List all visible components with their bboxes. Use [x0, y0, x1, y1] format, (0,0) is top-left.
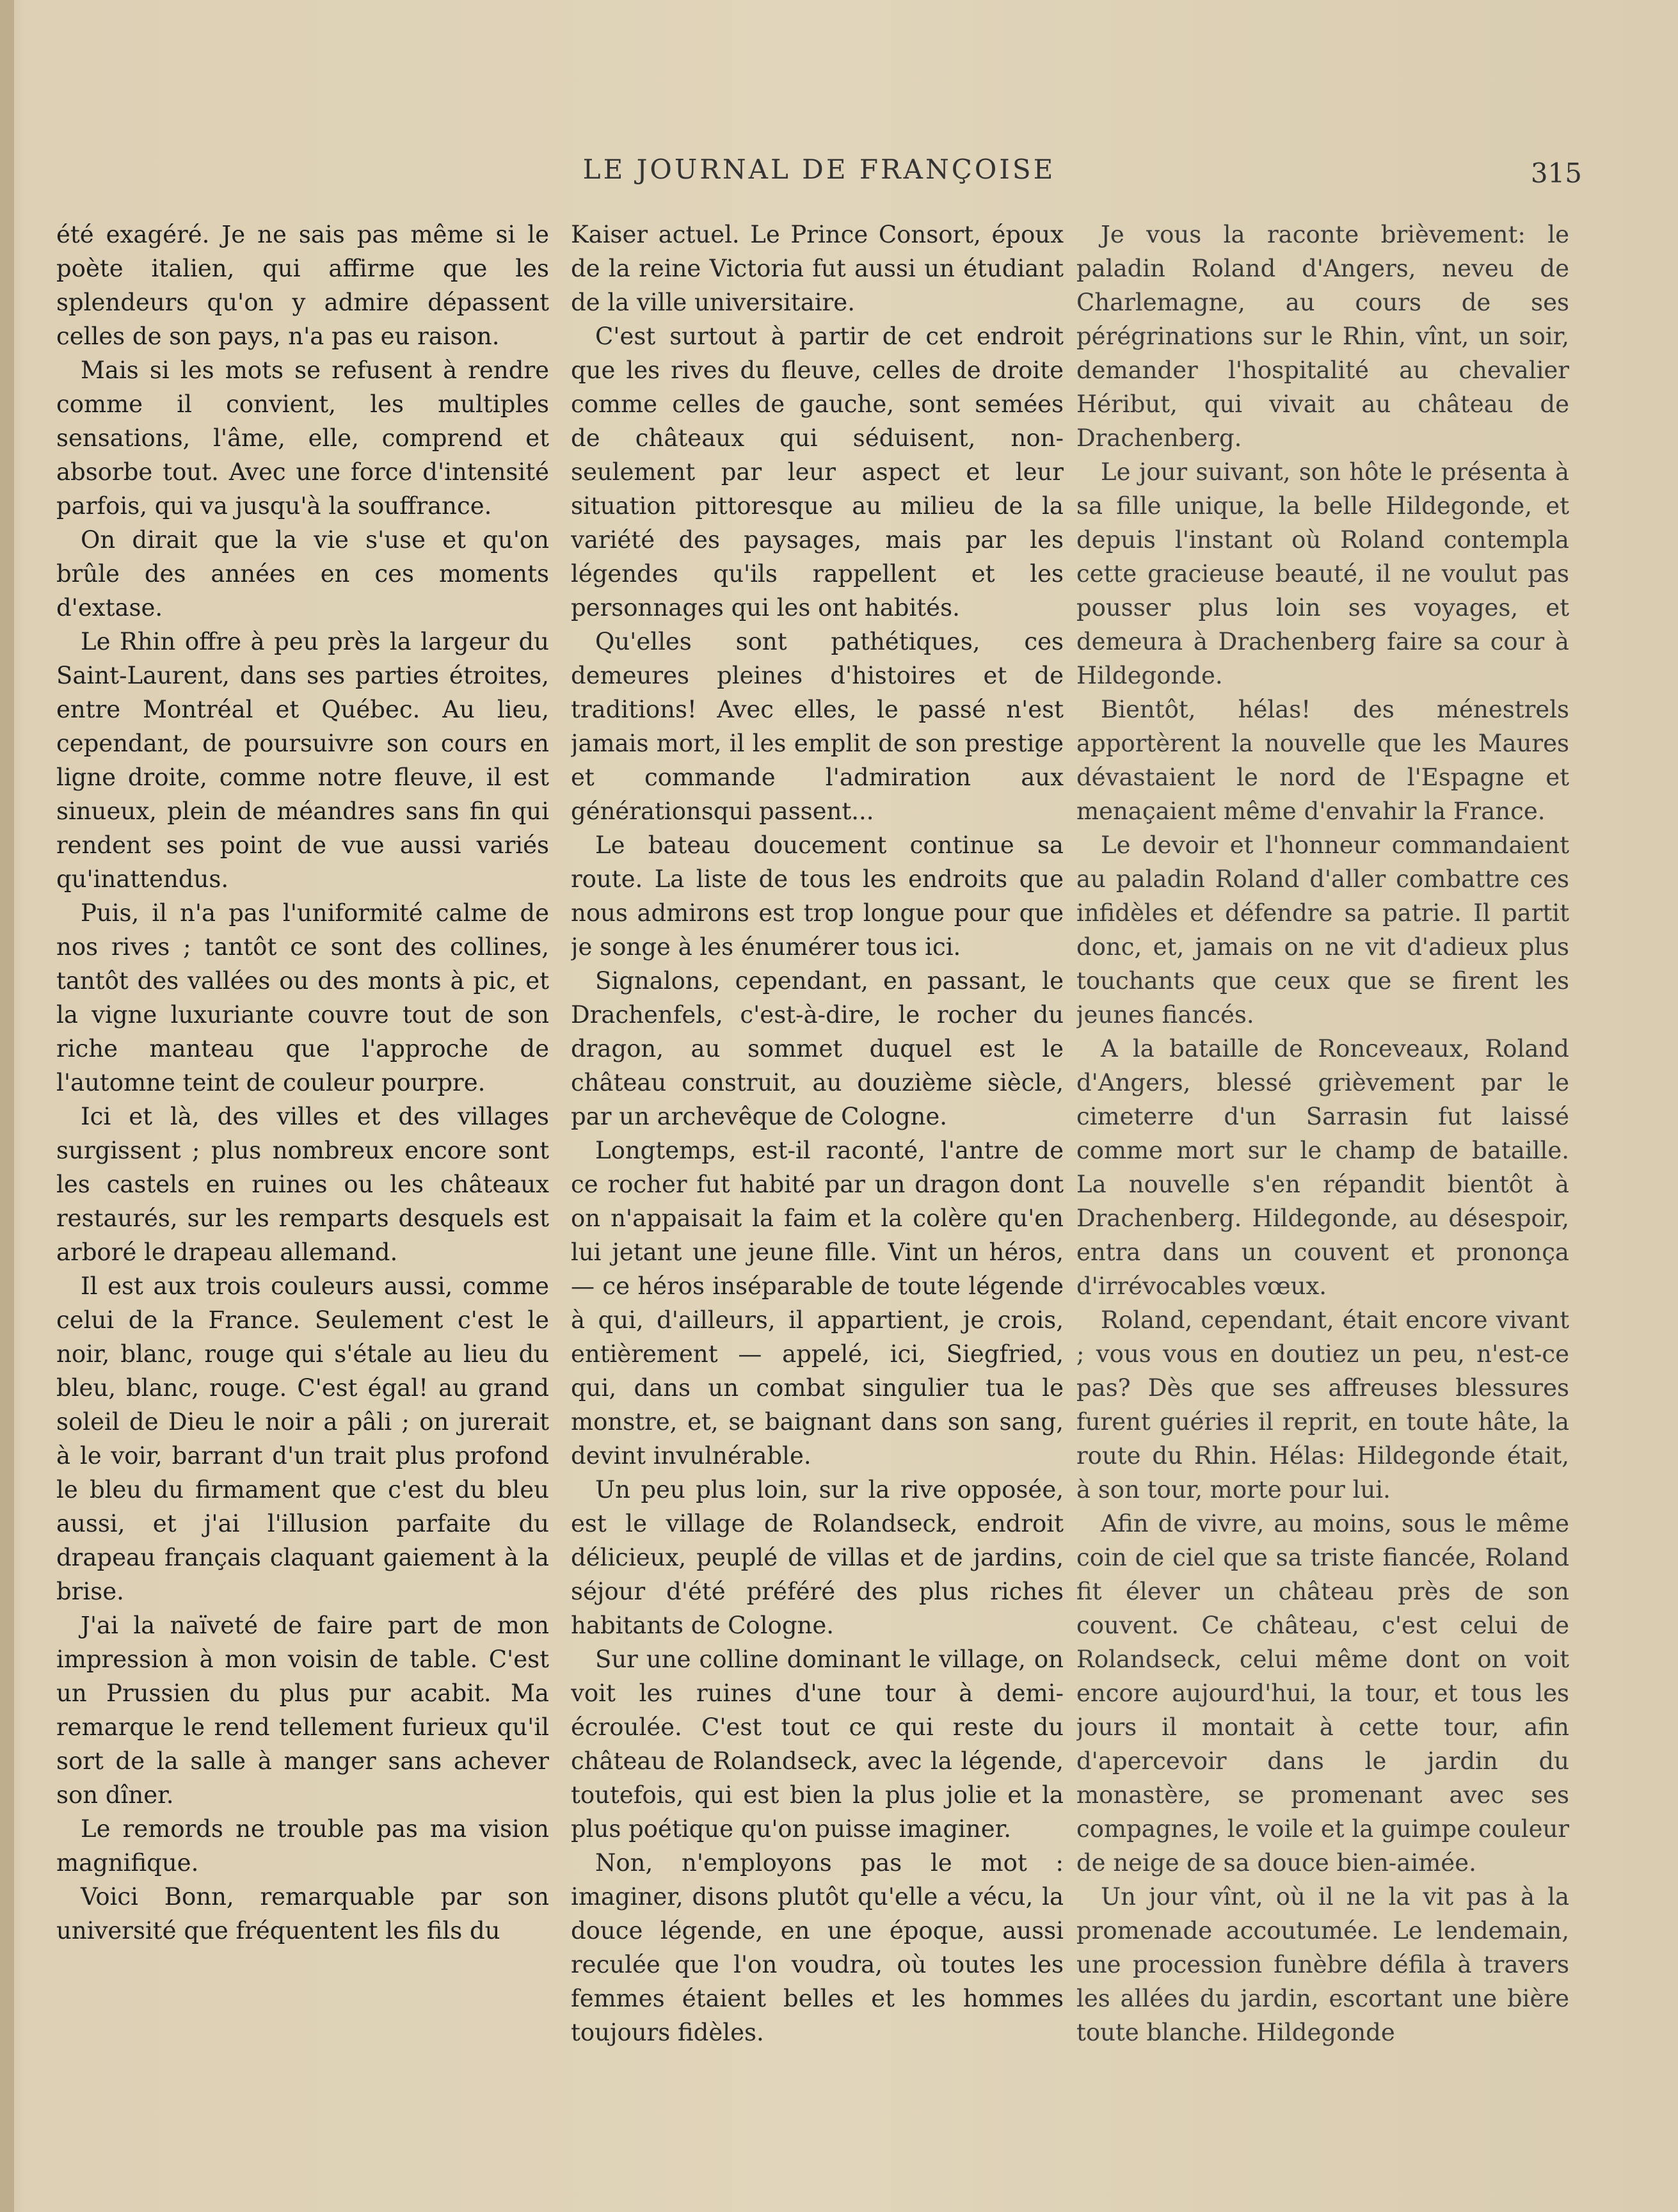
- column-2: [571, 218, 1064, 2131]
- paragraph: Non, n'employons pas le mot : imaginer, disons plutôt qu'elle a vécu, la douce légende, en une époque, aussi reculée que l'on voudra, où toutes les femmes étaient belles et les hommes toujours fidèles.: [571, 1849, 1064, 2046]
- page-number: 315: [1530, 157, 1582, 189]
- paragraph: J'ai la naïveté de faire part de mon impression à mon voisin de table. C'est un Prussien du plus pur acabit. Ma remarque le rend tellement furieux qu'il sort de la salle à manger sans achever son dîner.: [56, 1612, 549, 1809]
- paragraph: Le bateau doucement continue sa route. La liste de tous les endroits que nous admirons est trop longue pour que je songe à les énumérer tous ici.: [571, 831, 1064, 961]
- page-header: [56, 154, 1582, 198]
- paragraph: Kaiser actuel. Le Prince Consort, époux de la reine Victoria fut aussi un étudiant de la ville universitaire.: [571, 221, 1064, 316]
- paragraph: Le Rhin offre à peu près la largeur du Saint-Laurent, dans ses parties étroites, entre Montréal et Québec. Au lieu, cependant, de poursuivre son cours en ligne droite, comme notre fleuve, il est sinueux, plein de méandres sans fin qui rendent ses point de vue aussi variés qu'inattendus.: [56, 628, 549, 893]
- paragraph: Le jour suivant, son hôte le présenta à sa fille unique, la belle Hildegonde, et depuis l'instant où Roland contempla cette gracieuse beauté, il ne voulut pas pousser plus loin ses voyages, et demeura à Drachenberg faire sa cour à Hildegonde.: [1076, 458, 1569, 689]
- paragraph: Un peu plus loin, sur la rive opposée, est le village de Rolandseck, endroit délicieux, peuplé de villas et de jardins, séjour d'été préféré des plus riches habitants de Cologne.: [571, 1476, 1064, 1639]
- paragraph: A la bataille de Ronceveaux, Roland d'Angers, blessé grièvement par le cimeterre d'un Sarrasin fut laissé comme mort sur le champ de bataille. La nouvelle s'en répandit bientôt à Drachenberg. Hildegonde, au désespoir, entra dans un couvent et prononça d'irrévocables vœux.: [1076, 1035, 1569, 1300]
- paragraph: Sur une colline dominant le village, on voit les ruines d'une tour à demi-écroulée. C'est tout ce qui reste du château de Rolandseck, avec la légende, toutefois, qui est bien la plus jolie et la plus poétique qu'on puisse imaginer.: [571, 1646, 1064, 1843]
- paragraph: Un jour vînt, où il ne la vit pas à la promenade accoutumée. Le lendemain, une procession funèbre défila à travers les allées du jardin, escortant une bière toute blanche. Hildegonde: [1076, 1883, 1569, 2046]
- text-columns: [56, 218, 1582, 2131]
- paragraph: Signalons, cependant, en passant, le Drachenfels, c'est-à-dire, le rocher du dragon, au sommet duquel est le château construit, au douzième siècle, par un archevêque de Cologne.: [571, 967, 1064, 1130]
- paragraph: Voici Bonn, remarquable par son université que fréquentent les fils du: [56, 1883, 549, 1944]
- paragraph: C'est surtout à partir de cet endroit que les rives du fleuve, celles de droite comme celles de gauche, sont semées de châteaux qui séduisent, non-seulement par leur aspect et leur situation pittoresque au milieu de la variété des paysages, mais par les légendes qu'ils rappellent et les personnages qui les ont habités.: [571, 323, 1064, 621]
- paragraph: Le devoir et l'honneur commandaient au paladin Roland d'aller combattre ces infidèles et défendre sa patrie. Il partit donc, et, jamais on ne vit d'adieux plus touchants que ceux que se firent les jeunes fiancés.: [1076, 831, 1569, 1029]
- paragraph: Qu'elles sont pathétiques, ces demeures pleines d'histoires et de traditions! Avec elles, le passé n'est jamais mort, il les emplit de son prestige et commande l'admiration aux générationsqui passent...: [571, 628, 1064, 825]
- paragraph: Le remords ne trouble pas ma vision magnifique.: [56, 1815, 549, 1877]
- paragraph: Puis, il n'a pas l'uniformité calme de nos rives ; tantôt ce sont des collines, tantôt des vallées ou des monts à pic, et la vigne luxuriante couvre tout de son riche manteau que l'approche de l'automne teint de couleur pourpre.: [56, 899, 549, 1096]
- running-title: LE JOURNAL DE FRANÇOISE: [582, 154, 1056, 185]
- paragraph: Roland, cependant, était encore vivant ; vous vous en doutiez un peu, n'est-ce pas? Dès que ses affreuses blessures furent guéries il reprit, en toute hâte, la route du Rhin. Hélas: Hildegonde était, à son tour, morte pour lui.: [1076, 1306, 1569, 1503]
- paragraph: Afin de vivre, au moins, sous le même coin de ciel que sa triste fiancée, Roland fit élever un château près de son couvent. Ce château, c'est celui de Rolandseck, celui même dont on voit encore aujourd'hui, la tour, et tous les jours il montait à cette tour, afin d'apercevoir dans le jardin du monastère, se promenant avec ses compagnes, le voile et la guimpe couleur de neige de sa douce bien-aimée.: [1076, 1510, 1569, 1877]
- paragraph: Il est aux trois couleurs aussi, comme celui de la France. Seulement c'est le noir, blanc, rouge qui s'étale au lieu du bleu, blanc, rouge. C'est égal! au grand soleil de Dieu le noir a pâli ; on jurerait à le voir, barrant d'un trait plus profond le bleu du firmament que c'est du bleu aussi, et j'ai l'illusion parfaite du drapeau français claquant gaiement à la brise.: [56, 1272, 549, 1605]
- page-binding-edge: [0, 0, 14, 2212]
- paragraph: Longtemps, est-il raconté, l'antre de ce rocher fut habité par un dragon dont on n'appaisait la faim et la colère qu'en lui jetant une jeune fille. Vint un héros, — ce héros inséparable de toute légende à qui, d'ailleurs, il appartient, je crois, entièrement — appelé, ici, Siegfried, qui, dans un combat singulier tua le monstre, et, se baignant dans son sang, devint invulnérable.: [571, 1137, 1064, 1470]
- paragraph: Mais si les mots se refusent à rendre comme il convient, les multiples sensations, l'âme, elle, comprend et absorbe tout. Avec une force d'intensité parfois, qui va jusqu'à la souffrance.: [56, 357, 549, 520]
- paragraph: été exagéré. Je ne sais pas même si le poète italien, qui affirme que les splendeurs qu'on y admire dépassent celles de son pays, n'a pas eu raison.: [56, 221, 549, 350]
- paragraph: Bientôt, hélas! des ménestrels apportèrent la nouvelle que les Maures dévastaient le nord de l'Espagne et menaçaient même d'envahir la France.: [1076, 696, 1569, 825]
- column-1: [56, 218, 549, 2131]
- paragraph: Je vous la raconte brièvement: le paladin Roland d'Angers, neveu de Charlemagne, au cours de ses pérégrinations sur le Rhin, vînt, un soir, demander l'hospitalité au chevalier Héribut, qui vivait au château de Drachenberg.: [1076, 221, 1569, 452]
- paragraph: On dirait que la vie s'use et qu'on brûle des années en ces moments d'extase.: [56, 526, 549, 621]
- column-3: [1076, 218, 1569, 2131]
- paragraph: Ici et là, des villes et des villages surgissent ; plus nombreux encore sont les castels en ruines ou les châteaux restaurés, sur les remparts desquels est arboré le drapeau allemand.: [56, 1103, 549, 1266]
